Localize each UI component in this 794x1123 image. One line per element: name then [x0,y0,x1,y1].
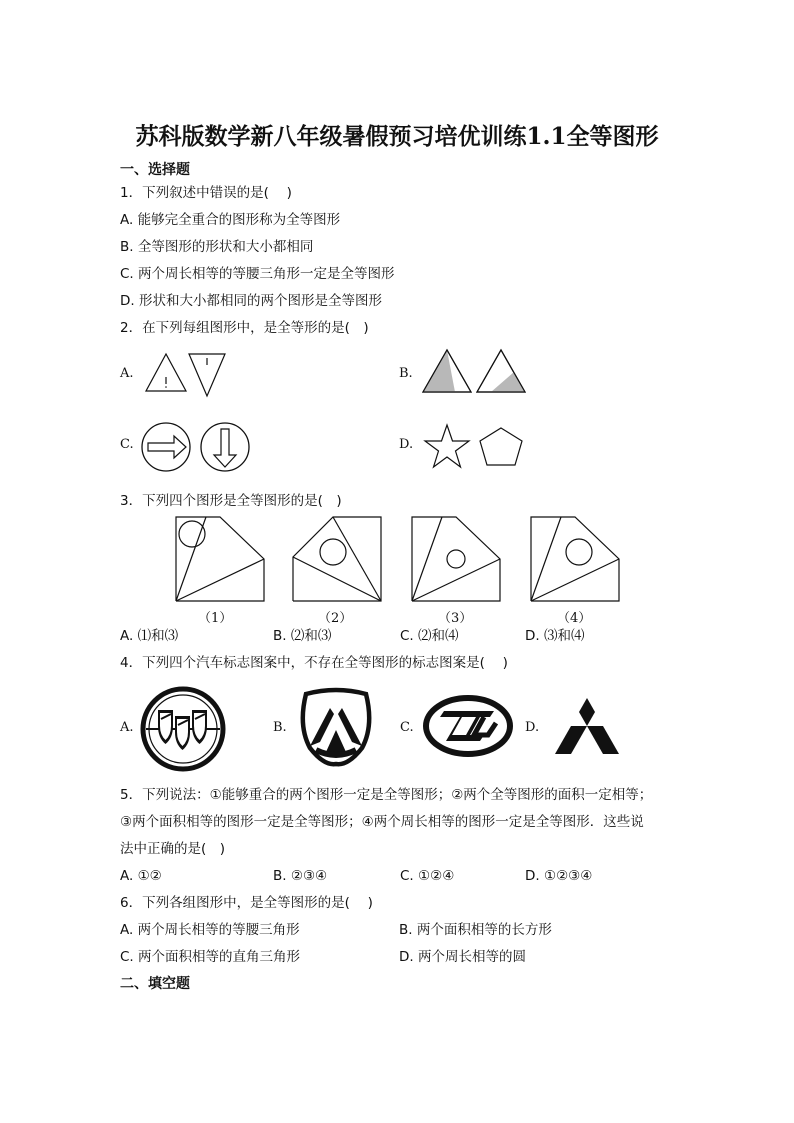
q6-option-c: C. 两个面积相等的直角三角形 [120,949,301,965]
q2-label-c: C. [120,437,134,452]
q1-stem: 1．下列叙述中错误的是( ) [120,185,292,201]
q2-figure-d [420,421,528,473]
q1-option-c: C. 两个周长相等的等腰三角形一定是全等图形 [120,266,395,282]
q1-option-b: B. 全等图形的形状和大小都相同 [120,239,314,255]
q1-option-d: D. 形状和大小都相同的两个图形是全等图形 [120,293,382,309]
q5-option-b: B. ②③④ [273,868,328,884]
q2-label-d: D. [399,437,414,452]
q6-option-a: A. 两个周长相等的等腰三角形 [120,922,300,938]
q3-caption-3: （3） [438,611,473,626]
q3-option-d: D. ⑶和⑷ [525,628,585,644]
q3-figure-4 [531,517,623,603]
q3-figure-1 [176,517,268,603]
q4-logo-c [422,695,514,757]
q3-caption-1: （1） [198,611,233,626]
q4-logo-a [140,686,226,772]
section-heading-fill: 二、填空题 [120,976,190,992]
q3-option-a: A. ⑴和⑶ [120,628,179,644]
q6-stem: 6．下列各组图形中，是全等图形的是( ) [120,895,373,911]
q3-option-c: C. ⑵和⑷ [400,628,459,644]
q5-line-1: 5．下列说法：①能够重合的两个图形一定是全等图形；②两个全等图形的面积一定相等； [120,787,653,803]
q5-line-2: ③两个面积相等的图形一定是全等图形；④两个周长相等的图形一定是全等图形．这些说 [120,814,644,830]
q5-line-3: 法中正确的是( ) [120,841,226,857]
q4-label-c: C. [400,720,414,735]
q2-figure-c [140,421,254,473]
page-title: 苏科版数学新八年级暑假预习培优训练1.1全等图形 [135,123,659,150]
q4-label-b: B. [273,720,287,735]
q5-option-c: C. ①②④ [400,868,455,884]
q3-figure-2 [293,517,385,603]
q3-option-b: B. ⑵和⑶ [273,628,332,644]
q3-caption-2: （2） [318,611,353,626]
q2-label-b: B. [399,366,413,381]
q4-label-d: D. [525,720,540,735]
q4-label-a: A. [120,720,134,735]
q4-logo-d [551,696,623,760]
q6-option-b: B. 两个面积相等的长方形 [399,922,552,938]
q2-stem: 2．在下列每组图形中，是全等形的是( ) [120,320,369,336]
q4-logo-b [296,690,376,766]
q2-figure-a [140,350,230,400]
q2-label-a: A. [120,366,134,381]
q5-option-d: D. ①②③④ [525,868,593,884]
q3-caption-4: （4） [557,611,592,626]
q3-stem: 3．下列四个图形是全等图形的是( ) [120,493,342,509]
q1-option-a: A. 能够完全重合的图形称为全等图形 [120,212,341,228]
section-heading-choice: 一、选择题 [120,162,190,178]
q2-figure-b [421,348,527,396]
q3-figure-3 [412,517,504,603]
q5-option-a: A. ①② [120,868,162,884]
q4-stem: 4．下列四个汽车标志图案中，不存在全等图形的标志图案是( ) [120,655,508,671]
q6-option-d: D. 两个周长相等的圆 [399,949,526,965]
